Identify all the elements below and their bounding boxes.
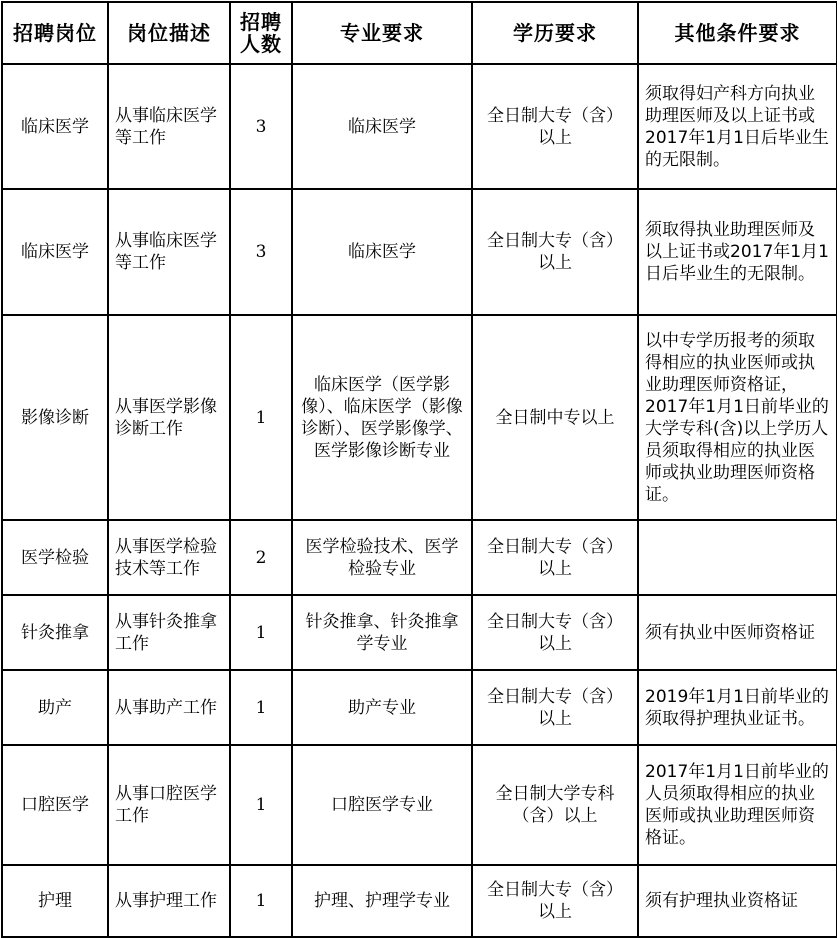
cell-other: 2019年1月1日前毕业的须取得护理执业证书。 <box>638 670 837 745</box>
cell-count: 1 <box>230 745 292 865</box>
cell-major: 医学检验技术、医学检验专业 <box>292 520 472 595</box>
cell-post: 临床医学 <box>2 64 108 189</box>
cell-count: 1 <box>230 315 292 520</box>
cell-post: 口腔医学 <box>2 745 108 865</box>
cell-edu: 全日制大学专科（含）以上 <box>472 745 638 865</box>
header-desc: 岗位描述 <box>108 2 230 64</box>
cell-count: 3 <box>230 64 292 189</box>
cell-edu: 全日制大专（含）以上 <box>472 520 638 595</box>
cell-other <box>638 520 837 595</box>
cell-other: 须取得执业助理医师及以上证书或2017年1月1日后毕业生的无限制。 <box>638 189 837 315</box>
header-count-line2: 人数 <box>240 32 282 56</box>
header-post: 招聘岗位 <box>2 2 108 64</box>
cell-other: 以中专学历报考的须取得相应的执业医师或执业助理医师资格证，2017年1月1日前毕业的大学专科(含)以上学历人员须取得相应的执业医师或执业助理医师资格证。 <box>638 315 837 520</box>
cell-count: 3 <box>230 189 292 315</box>
cell-count: 2 <box>230 520 292 595</box>
cell-desc: 从事临床医学等工作 <box>108 64 230 189</box>
cell-post: 影像诊断 <box>2 315 108 520</box>
table-row <box>2 315 837 520</box>
cell-major: 护理、护理学专业 <box>292 865 472 937</box>
cell-major: 临床医学（医学影像）、临床医学（影像诊断）、医学影像学、医学影像诊断专业 <box>292 315 472 520</box>
cell-desc: 从事助产工作 <box>108 670 230 745</box>
cell-edu: 全日制大专（含）以上 <box>472 595 638 670</box>
cell-other: 须取得妇产科方向执业助理医师及以上证书或2017年1月1日后毕业生的无限制。 <box>638 64 837 189</box>
cell-edu: 全日制中专以上 <box>472 315 638 520</box>
header-major: 专业要求 <box>292 2 472 64</box>
cell-desc: 从事针灸推拿工作 <box>108 595 230 670</box>
cell-edu: 全日制大专（含）以上 <box>472 865 638 937</box>
cell-major: 口腔医学专业 <box>292 745 472 865</box>
table-row <box>2 520 837 595</box>
cell-desc: 从事护理工作 <box>108 865 230 937</box>
header-edu: 学历要求 <box>472 2 638 64</box>
cell-other: 2017年1月1日前毕业的人员须取得相应的执业医师或执业助理医师资格证。 <box>638 745 837 865</box>
recruitment-table <box>1 1 837 938</box>
cell-major: 临床医学 <box>292 189 472 315</box>
cell-count: 1 <box>230 865 292 937</box>
cell-major: 临床医学 <box>292 64 472 189</box>
cell-edu: 全日制大专（含）以上 <box>472 670 638 745</box>
cell-other: 须有执业中医师资格证 <box>638 595 837 670</box>
cell-desc: 从事口腔医学工作 <box>108 745 230 865</box>
table-row <box>2 745 837 865</box>
cell-post: 护理 <box>2 865 108 937</box>
cell-post: 医学检验 <box>2 520 108 595</box>
table-row <box>2 865 837 937</box>
cell-count: 1 <box>230 670 292 745</box>
header-row <box>2 2 837 64</box>
cell-major: 针灸推拿、针灸推拿学专业 <box>292 595 472 670</box>
table-row <box>2 189 837 315</box>
cell-other: 须有护理执业资格证 <box>638 865 837 937</box>
header-count-line1: 招聘 <box>240 10 282 34</box>
cell-desc: 从事临床医学等工作 <box>108 189 230 315</box>
header-other: 其他条件要求 <box>638 2 837 64</box>
cell-major: 助产专业 <box>292 670 472 745</box>
cell-edu: 全日制大专（含）以上 <box>472 64 638 189</box>
cell-desc: 从事医学检验技术等工作 <box>108 520 230 595</box>
cell-count: 1 <box>230 595 292 670</box>
table-row <box>2 595 837 670</box>
table-row <box>2 670 837 745</box>
cell-desc: 从事医学影像诊断工作 <box>108 315 230 520</box>
cell-post: 助产 <box>2 670 108 745</box>
cell-post: 临床医学 <box>2 189 108 315</box>
header-count <box>230 2 292 64</box>
cell-post: 针灸推拿 <box>2 595 108 670</box>
cell-edu: 全日制大专（含）以上 <box>472 189 638 315</box>
table-row <box>2 64 837 189</box>
